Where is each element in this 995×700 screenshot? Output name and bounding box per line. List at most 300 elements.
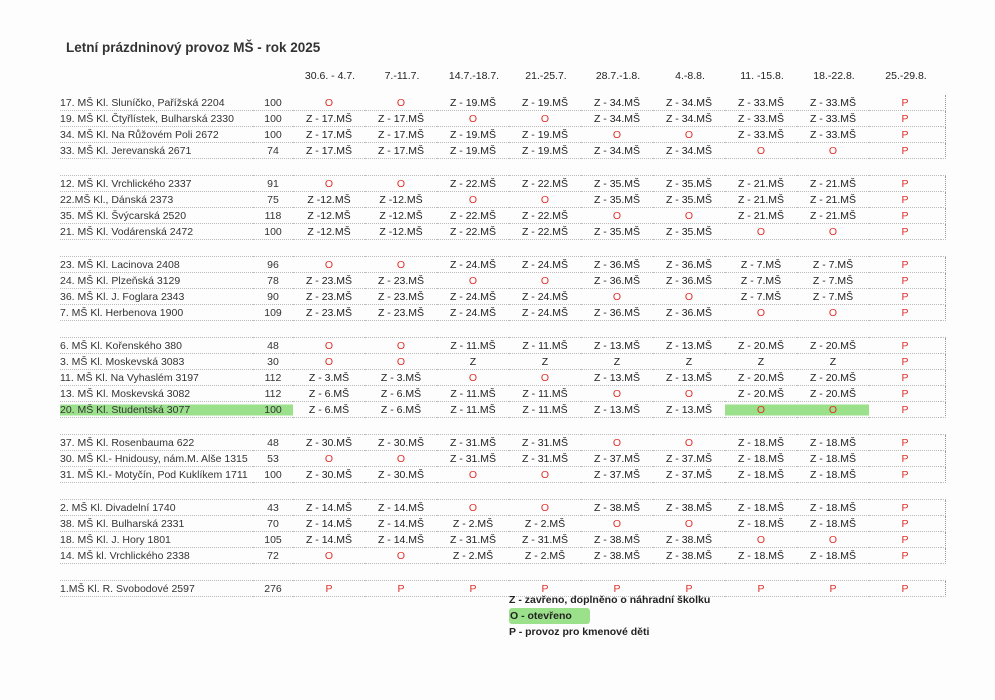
- status-cell: Z - 2.MŠ: [509, 548, 581, 564]
- status-cell: Z - 21.MŠ: [725, 192, 797, 208]
- group-separator: [60, 418, 946, 435]
- status-cell: Z: [797, 354, 869, 370]
- status-cell: Z - 21.MŠ: [725, 208, 797, 224]
- kindergarten-row: [60, 176, 946, 192]
- kindergarten-name: 7. MŠ Kl. Herbenova 1900: [60, 305, 253, 321]
- status-cell: P: [869, 548, 941, 564]
- status-cell: P: [869, 192, 941, 208]
- kindergarten-name: 22.MŠ Kl., Dánská 2373: [60, 192, 253, 208]
- kindergarten-row: [60, 532, 946, 548]
- kindergarten-row: [60, 143, 946, 159]
- status-cell: P: [869, 402, 941, 418]
- kindergarten-row: [60, 305, 946, 321]
- kindergarten-name: 31. MŠ Kl.- Motyčín, Pod Kuklíkem 1711: [60, 467, 253, 483]
- status-cell: P: [869, 451, 941, 467]
- row-edge: [941, 370, 946, 386]
- status-cell: O: [437, 467, 509, 483]
- status-cell: P: [869, 516, 941, 532]
- kindergarten-name: 36. MŠ Kl. J. Foglara 2343: [60, 289, 253, 305]
- row-edge: [941, 435, 946, 451]
- status-cell: Z - 19.MŠ: [509, 143, 581, 159]
- status-cell: Z -12.MŠ: [365, 192, 437, 208]
- kindergarten-row: [60, 273, 946, 289]
- row-edge: [941, 273, 946, 289]
- status-cell: O: [653, 127, 725, 143]
- status-cell: Z - 37.MŠ: [653, 467, 725, 483]
- status-cell: O: [509, 111, 581, 127]
- row-edge: [941, 95, 946, 111]
- status-cell: Z - 22.MŠ: [509, 208, 581, 224]
- capacity-value: 48: [253, 338, 293, 354]
- status-cell: Z - 35.MŠ: [581, 192, 653, 208]
- status-cell: P: [869, 273, 941, 289]
- kindergarten-row: [60, 354, 946, 370]
- status-cell: Z - 34.MŠ: [653, 111, 725, 127]
- kindergarten-name: 30. MŠ Kl.- Hnidousy, nám.M. Alše 1315: [60, 451, 253, 467]
- status-cell: Z - 24.MŠ: [509, 305, 581, 321]
- period-header: 14.7.-18.7.: [448, 70, 500, 82]
- status-cell: Z - 24.MŠ: [437, 289, 509, 305]
- status-cell: Z - 6.MŠ: [365, 386, 437, 402]
- status-cell: Z - 34.MŠ: [581, 95, 653, 111]
- kindergarten-name: 2. MŠ Kl. Divadelní 1740: [60, 500, 253, 516]
- kindergarten-row: [60, 500, 946, 516]
- status-cell: Z - 33.MŠ: [725, 127, 797, 143]
- kindergarten-name: 14. MŠ kl. Vrchlického 2338: [60, 548, 253, 564]
- status-cell: Z - 30.MŠ: [365, 435, 437, 451]
- period-headers: [0, 70, 995, 86]
- status-cell: O: [797, 224, 869, 240]
- status-cell: Z - 11.MŠ: [509, 402, 581, 418]
- status-cell: Z - 22.MŠ: [437, 176, 509, 192]
- status-cell: O: [365, 338, 437, 354]
- status-cell: P: [509, 581, 581, 597]
- status-cell: Z: [509, 354, 581, 370]
- status-cell: Z - 19.MŠ: [509, 127, 581, 143]
- status-cell: Z - 17.MŠ: [293, 111, 365, 127]
- row-edge: [941, 305, 946, 321]
- status-cell: P: [869, 500, 941, 516]
- status-cell: Z - 18.MŠ: [725, 548, 797, 564]
- capacity-value: 112: [253, 370, 293, 386]
- status-cell: P: [869, 305, 941, 321]
- status-cell: Z - 36.MŠ: [653, 305, 725, 321]
- status-cell: O: [365, 548, 437, 564]
- period-header: 11. -15.8.: [740, 70, 784, 82]
- row-edge: [941, 532, 946, 548]
- status-cell: O: [581, 289, 653, 305]
- capacity-value: 30: [253, 354, 293, 370]
- kindergarten-name: 11. MŠ Kl. Na Vyhaslém 3197: [60, 370, 253, 386]
- status-cell: P: [725, 581, 797, 597]
- kindergarten-row: [60, 127, 946, 143]
- status-cell: Z - 7.MŠ: [797, 273, 869, 289]
- status-cell: O: [725, 224, 797, 240]
- schedule-table: [60, 95, 946, 597]
- capacity-value: 276: [253, 581, 293, 597]
- capacity-value: 100: [253, 95, 293, 111]
- status-cell: Z - 18.MŠ: [725, 451, 797, 467]
- capacity-value: 100: [253, 467, 293, 483]
- status-cell: Z - 35.MŠ: [653, 176, 725, 192]
- row-edge: [941, 127, 946, 143]
- status-cell: Z - 33.MŠ: [797, 95, 869, 111]
- status-cell: Z - 33.MŠ: [797, 111, 869, 127]
- status-cell: Z - 18.MŠ: [725, 435, 797, 451]
- status-cell: Z - 7.MŠ: [725, 257, 797, 273]
- capacity-value: 100: [253, 224, 293, 240]
- period-header: 25.-29.8.: [885, 70, 927, 82]
- status-cell: Z - 17.MŠ: [365, 111, 437, 127]
- status-cell: P: [797, 581, 869, 597]
- status-cell: Z - 2.MŠ: [437, 548, 509, 564]
- status-cell: Z - 24.MŠ: [437, 257, 509, 273]
- row-edge: [941, 176, 946, 192]
- status-cell: O: [797, 305, 869, 321]
- status-cell: Z: [437, 354, 509, 370]
- status-cell: Z - 36.MŠ: [653, 257, 725, 273]
- status-cell: Z - 33.MŠ: [725, 111, 797, 127]
- row-edge: [941, 338, 946, 354]
- status-cell: Z: [581, 354, 653, 370]
- status-cell: Z - 14.MŠ: [365, 516, 437, 532]
- capacity-value: 91: [253, 176, 293, 192]
- status-cell: O: [725, 402, 797, 418]
- capacity-value: 112: [253, 386, 293, 402]
- status-cell: P: [869, 111, 941, 127]
- kindergarten-row: [60, 192, 946, 208]
- kindergarten-name: 1.MŠ Kl. R. Svobodové 2597: [60, 581, 253, 597]
- status-cell: Z - 17.MŠ: [365, 143, 437, 159]
- capacity-value: 48: [253, 435, 293, 451]
- status-cell: Z - 20.MŠ: [797, 370, 869, 386]
- status-cell: Z - 19.MŠ: [437, 95, 509, 111]
- status-cell: P: [869, 581, 941, 597]
- legend-closed: Z - zavřeno, doplněno o náhradní školku: [509, 594, 711, 606]
- status-cell: Z - 18.MŠ: [725, 516, 797, 532]
- group-separator: [60, 483, 946, 500]
- status-cell: Z - 13.MŠ: [581, 338, 653, 354]
- status-cell: P: [869, 127, 941, 143]
- row-edge: [941, 500, 946, 516]
- status-cell: O: [653, 516, 725, 532]
- status-cell: P: [869, 176, 941, 192]
- status-cell: Z - 33.MŠ: [725, 95, 797, 111]
- status-cell: Z - 23.MŠ: [293, 273, 365, 289]
- status-cell: Z - 31.MŠ: [437, 532, 509, 548]
- kindergarten-name: 6. MŠ Kl. Kořenského 380: [60, 338, 253, 354]
- status-cell: P: [869, 532, 941, 548]
- status-cell: Z - 24.MŠ: [509, 257, 581, 273]
- status-cell: Z - 18.MŠ: [797, 467, 869, 483]
- kindergarten-name: 23. MŠ Kl. Lacinova 2408: [60, 257, 253, 273]
- kindergarten-row: [60, 548, 946, 564]
- status-cell: O: [365, 451, 437, 467]
- kindergarten-row: [60, 208, 946, 224]
- kindergarten-row: [60, 289, 946, 305]
- status-cell: P: [869, 257, 941, 273]
- status-cell: O: [437, 370, 509, 386]
- status-cell: O: [797, 143, 869, 159]
- status-cell: Z - 3.MŠ: [293, 370, 365, 386]
- status-cell: P: [437, 581, 509, 597]
- row-edge: [941, 257, 946, 273]
- kindergarten-name: 38. MŠ Kl. Bulharská 2331: [60, 516, 253, 532]
- status-cell: P: [869, 354, 941, 370]
- status-cell: Z - 30.MŠ: [293, 435, 365, 451]
- kindergarten-name: 19. MŠ Kl. Čtyřlístek, Bulharská 2330: [60, 111, 253, 127]
- row-edge: [941, 548, 946, 564]
- status-cell: Z - 21.MŠ: [725, 176, 797, 192]
- status-cell: Z -12.MŠ: [365, 208, 437, 224]
- status-cell: P: [869, 467, 941, 483]
- row-edge: [941, 467, 946, 483]
- status-cell: O: [293, 338, 365, 354]
- status-cell: Z - 17.MŠ: [293, 127, 365, 143]
- status-cell: O: [293, 451, 365, 467]
- status-cell: Z - 35.MŠ: [581, 176, 653, 192]
- row-edge: [941, 354, 946, 370]
- capacity-value: 100: [253, 402, 293, 418]
- status-cell: Z - 38.MŠ: [653, 500, 725, 516]
- capacity-value: 105: [253, 532, 293, 548]
- kindergarten-name: 13. MŠ Kl. Moskevská 3082: [60, 386, 253, 402]
- status-cell: O: [653, 289, 725, 305]
- status-cell: Z - 38.MŠ: [581, 548, 653, 564]
- status-cell: Z - 13.MŠ: [653, 338, 725, 354]
- status-cell: O: [725, 532, 797, 548]
- capacity-value: 109: [253, 305, 293, 321]
- status-cell: O: [437, 192, 509, 208]
- status-cell: Z - 14.MŠ: [365, 500, 437, 516]
- status-cell: Z - 38.MŠ: [581, 532, 653, 548]
- kindergarten-name: 21. MŠ Kl. Vodárenská 2472: [60, 224, 253, 240]
- status-cell: O: [725, 143, 797, 159]
- page-title: Letní prázdninový provoz MŠ - rok 2025: [66, 40, 321, 55]
- status-cell: Z - 22.MŠ: [509, 224, 581, 240]
- status-cell: Z -12.MŠ: [293, 192, 365, 208]
- status-cell: O: [437, 111, 509, 127]
- status-cell: Z - 31.MŠ: [437, 451, 509, 467]
- status-cell: O: [509, 467, 581, 483]
- status-cell: O: [293, 548, 365, 564]
- status-cell: Z - 31.MŠ: [437, 435, 509, 451]
- kindergarten-row: [60, 95, 946, 111]
- status-cell: Z - 23.MŠ: [365, 305, 437, 321]
- status-cell: Z - 13.MŠ: [581, 370, 653, 386]
- row-edge: [941, 289, 946, 305]
- status-cell: Z - 7.MŠ: [797, 257, 869, 273]
- status-cell: Z - 6.MŠ: [365, 402, 437, 418]
- row-edge: [941, 516, 946, 532]
- status-cell: Z - 21.MŠ: [797, 208, 869, 224]
- status-cell: Z - 23.MŠ: [293, 289, 365, 305]
- period-header: 4.-8.8.: [675, 70, 705, 82]
- row-edge: [941, 143, 946, 159]
- status-cell: P: [869, 208, 941, 224]
- status-cell: Z - 18.MŠ: [797, 451, 869, 467]
- kindergarten-row: [60, 111, 946, 127]
- status-cell: Z - 37.MŠ: [581, 467, 653, 483]
- status-cell: Z - 35.MŠ: [653, 224, 725, 240]
- status-cell: Z - 6.MŠ: [293, 386, 365, 402]
- status-cell: Z - 34.MŠ: [581, 143, 653, 159]
- status-cell: Z - 23.MŠ: [365, 273, 437, 289]
- status-cell: Z - 24.MŠ: [509, 289, 581, 305]
- status-cell: Z - 20.MŠ: [797, 338, 869, 354]
- status-cell: Z - 14.MŠ: [365, 532, 437, 548]
- status-cell: Z - 37.MŠ: [581, 451, 653, 467]
- status-cell: O: [797, 532, 869, 548]
- status-cell: Z - 18.MŠ: [797, 516, 869, 532]
- kindergarten-name: 3. MŠ Kl. Moskevská 3083: [60, 354, 253, 370]
- status-cell: Z - 21.MŠ: [797, 192, 869, 208]
- status-cell: P: [869, 435, 941, 451]
- status-cell: Z - 11.MŠ: [437, 338, 509, 354]
- status-cell: Z - 22.MŠ: [509, 176, 581, 192]
- status-cell: Z - 7.MŠ: [797, 289, 869, 305]
- row-edge: [941, 192, 946, 208]
- status-cell: O: [365, 257, 437, 273]
- status-cell: Z - 13.MŠ: [653, 402, 725, 418]
- status-cell: O: [581, 516, 653, 532]
- kindergarten-name: 20. MŠ Kl. Studentská 3077: [60, 402, 253, 418]
- kindergarten-row: [60, 451, 946, 467]
- status-cell: O: [293, 257, 365, 273]
- row-edge: [941, 224, 946, 240]
- status-cell: P: [869, 143, 941, 159]
- status-cell: Z - 36.MŠ: [581, 257, 653, 273]
- kindergarten-row: [60, 435, 946, 451]
- status-cell: Z - 3.MŠ: [365, 370, 437, 386]
- status-cell: Z - 19.MŠ: [509, 95, 581, 111]
- row-edge: [941, 402, 946, 418]
- capacity-value: 96: [253, 257, 293, 273]
- status-cell: Z - 35.MŠ: [653, 192, 725, 208]
- status-cell: P: [653, 581, 725, 597]
- status-cell: Z - 38.MŠ: [581, 500, 653, 516]
- period-header: 21.-25.7.: [525, 70, 567, 82]
- status-cell: Z - 34.MŠ: [653, 95, 725, 111]
- status-cell: Z - 2.MŠ: [509, 516, 581, 532]
- status-cell: Z - 34.MŠ: [581, 111, 653, 127]
- period-header: 28.7.-1.8.: [595, 70, 641, 82]
- status-cell: O: [509, 192, 581, 208]
- capacity-value: 43: [253, 500, 293, 516]
- status-cell: Z - 34.MŠ: [653, 143, 725, 159]
- group-separator: [60, 564, 946, 581]
- status-cell: Z - 22.MŠ: [437, 208, 509, 224]
- status-cell: O: [509, 500, 581, 516]
- status-cell: P: [869, 224, 941, 240]
- kindergarten-row: [60, 581, 946, 597]
- status-cell: Z - 2.MŠ: [437, 516, 509, 532]
- status-cell: Z - 18.MŠ: [725, 500, 797, 516]
- period-header: 18.-22.8.: [813, 70, 855, 82]
- status-cell: Z - 30.MŠ: [365, 467, 437, 483]
- status-cell: O: [797, 402, 869, 418]
- status-cell: O: [293, 176, 365, 192]
- status-cell: Z - 38.MŠ: [653, 548, 725, 564]
- capacity-value: 78: [253, 273, 293, 289]
- status-cell: Z -12.MŠ: [293, 208, 365, 224]
- status-cell: P: [869, 95, 941, 111]
- status-cell: Z - 11.MŠ: [509, 386, 581, 402]
- status-cell: Z - 31.MŠ: [509, 451, 581, 467]
- status-cell: O: [365, 354, 437, 370]
- capacity-value: 70: [253, 516, 293, 532]
- status-cell: O: [581, 208, 653, 224]
- status-cell: Z - 23.MŠ: [293, 305, 365, 321]
- status-cell: Z - 13.MŠ: [581, 402, 653, 418]
- status-cell: Z - 33.MŠ: [797, 127, 869, 143]
- status-cell: Z - 22.MŠ: [437, 224, 509, 240]
- status-cell: Z - 36.MŠ: [581, 273, 653, 289]
- status-cell: P: [869, 338, 941, 354]
- status-cell: Z - 21.MŠ: [797, 176, 869, 192]
- status-cell: Z - 20.MŠ: [797, 386, 869, 402]
- kindergarten-name: 35. MŠ Kl. Švýcarská 2520: [60, 208, 253, 224]
- legend-open: O - otevřeno: [509, 608, 590, 624]
- status-cell: O: [437, 500, 509, 516]
- status-cell: O: [365, 95, 437, 111]
- kindergarten-name: 24. MŠ Kl. Plzeňská 3129: [60, 273, 253, 289]
- status-cell: Z - 36.MŠ: [581, 305, 653, 321]
- kindergarten-row: [60, 257, 946, 273]
- kindergarten-row: [60, 467, 946, 483]
- row-edge: [941, 111, 946, 127]
- capacity-value: 100: [253, 111, 293, 127]
- status-cell: O: [509, 273, 581, 289]
- status-cell: Z - 24.MŠ: [437, 305, 509, 321]
- status-cell: O: [653, 435, 725, 451]
- status-cell: Z - 38.MŠ: [653, 532, 725, 548]
- status-cell: Z - 18.MŠ: [797, 500, 869, 516]
- status-cell: O: [581, 386, 653, 402]
- status-cell: Z - 18.MŠ: [725, 467, 797, 483]
- capacity-value: 100: [253, 127, 293, 143]
- status-cell: O: [581, 127, 653, 143]
- row-edge: [941, 451, 946, 467]
- status-cell: Z - 36.MŠ: [653, 273, 725, 289]
- status-cell: O: [725, 305, 797, 321]
- status-cell: O: [653, 208, 725, 224]
- status-cell: O: [365, 176, 437, 192]
- status-cell: O: [293, 354, 365, 370]
- status-cell: Z - 20.MŠ: [725, 386, 797, 402]
- status-cell: Z - 17.MŠ: [365, 127, 437, 143]
- status-cell: Z - 19.MŠ: [437, 127, 509, 143]
- capacity-value: 118: [253, 208, 293, 224]
- status-cell: Z - 14.MŠ: [293, 532, 365, 548]
- status-cell: O: [581, 435, 653, 451]
- group-separator: [60, 321, 946, 338]
- capacity-value: 75: [253, 192, 293, 208]
- status-cell: Z - 18.MŠ: [797, 548, 869, 564]
- status-cell: Z -12.MŠ: [293, 224, 365, 240]
- status-cell: Z - 30.MŠ: [293, 467, 365, 483]
- status-cell: Z - 6.MŠ: [293, 402, 365, 418]
- legend: [509, 592, 710, 640]
- status-cell: Z - 35.MŠ: [581, 224, 653, 240]
- row-edge: [941, 386, 946, 402]
- status-cell: Z - 20.MŠ: [725, 370, 797, 386]
- kindergarten-row: [60, 516, 946, 532]
- status-cell: Z - 31.MŠ: [509, 435, 581, 451]
- status-cell: Z: [725, 354, 797, 370]
- capacity-value: 74: [253, 143, 293, 159]
- status-cell: Z - 7.MŠ: [725, 289, 797, 305]
